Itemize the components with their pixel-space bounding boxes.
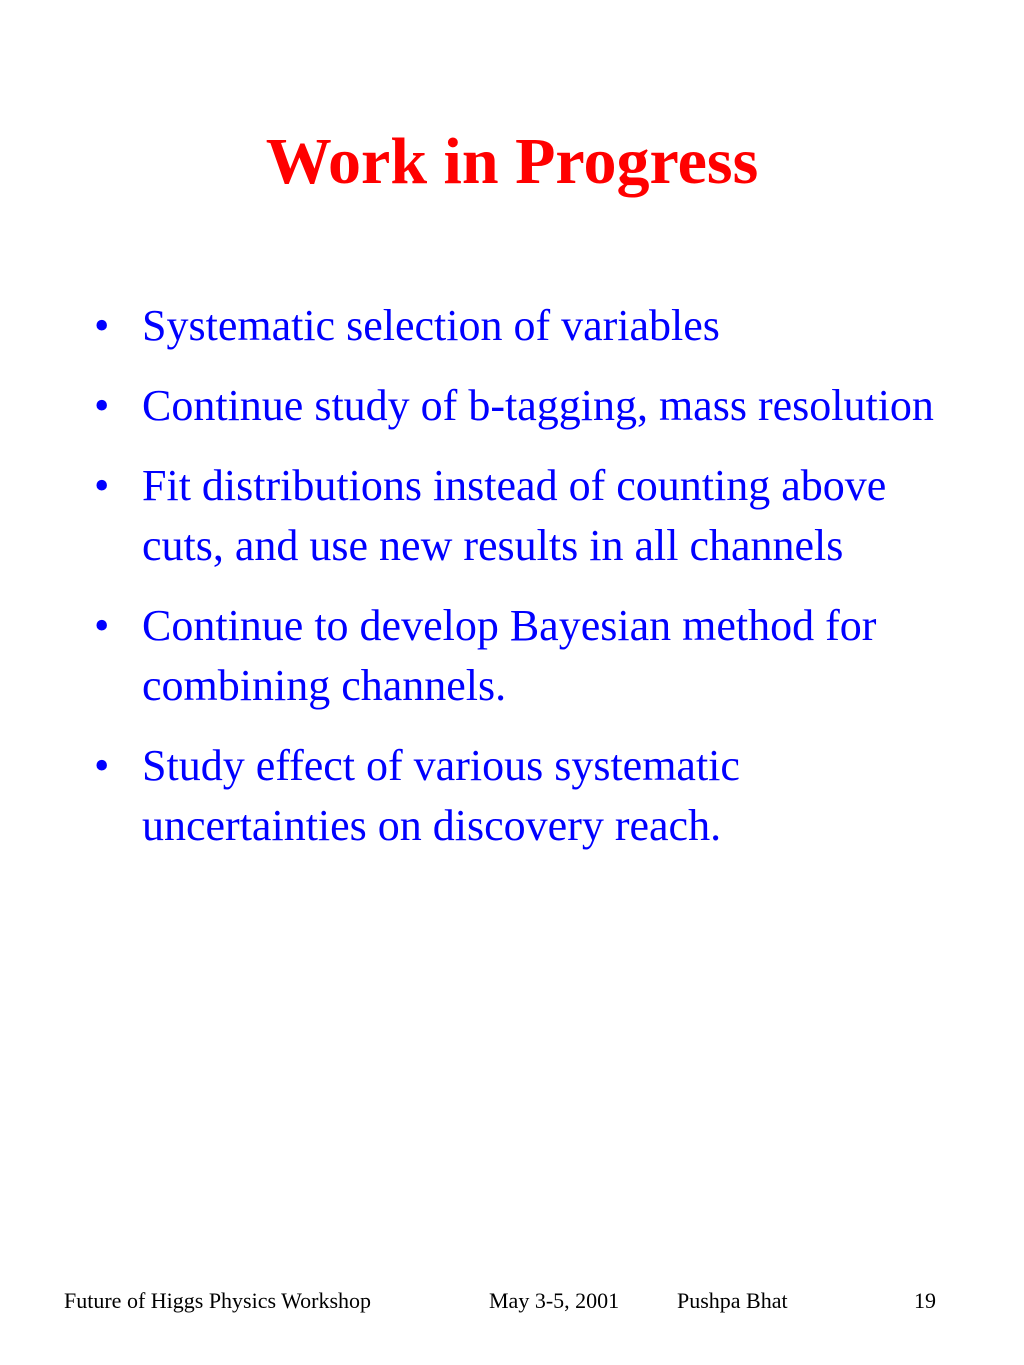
bullet-item [82, 596, 962, 716]
footer-event: Future of Higgs Physics Workshop [64, 1288, 372, 1313]
bullet-text: Study effect of various systematic uncertainties on discovery reach. [142, 741, 740, 850]
footer-date: May 3-5, 2001 [489, 1288, 620, 1313]
bullet-icon: • [94, 741, 110, 790]
bullet-item [82, 376, 962, 436]
footer-page-number: 19 [914, 1288, 936, 1313]
bullet-text: Systematic selection of variables [142, 301, 720, 350]
bullet-item [82, 736, 962, 856]
bullet-icon: • [94, 601, 110, 650]
bullet-text: Fit distributions instead of counting above cuts, and use new results in all channels [142, 461, 887, 570]
slide-footer [0, 1287, 1024, 1315]
bullet-text: Continue to develop Bayesian method for combining channels. [142, 601, 877, 710]
footer-author: Pushpa Bhat [677, 1288, 788, 1313]
bullet-item [82, 456, 962, 576]
bullet-icon: • [94, 461, 110, 510]
bullet-icon: • [94, 381, 110, 430]
bullet-item [82, 296, 962, 356]
bullet-list [82, 296, 962, 876]
slide-title: Work in Progress [265, 125, 759, 198]
bullet-icon: • [94, 301, 110, 350]
bullet-text: Continue study of b-tagging, mass resolution [142, 381, 934, 430]
